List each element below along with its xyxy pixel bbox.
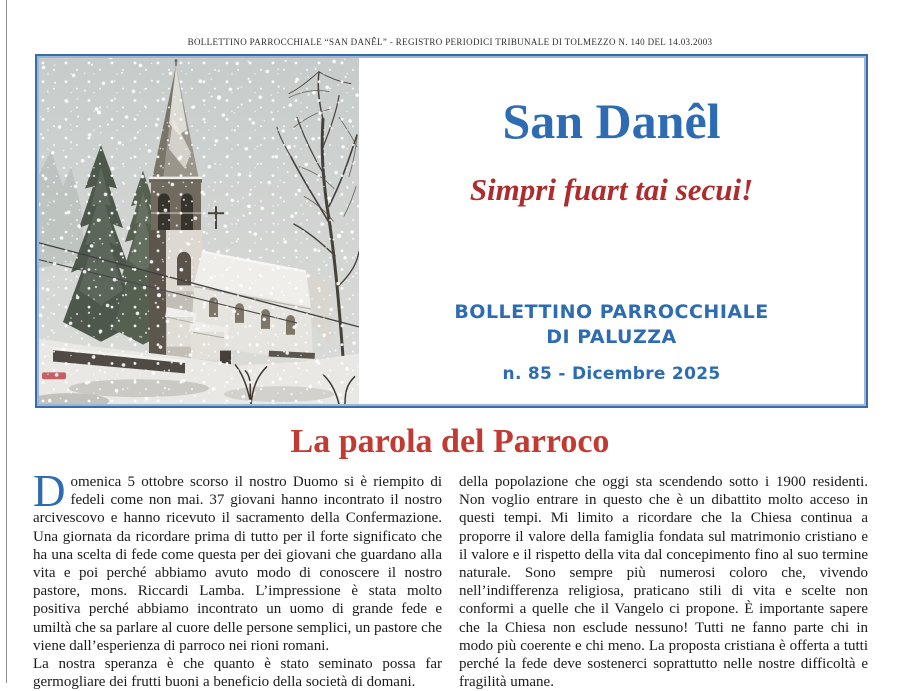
bulletin-subtitle-line2: DI PALUZZA xyxy=(546,326,677,349)
bulletin-motto: Simpri fuart tai secui! xyxy=(469,172,754,207)
falling-snow xyxy=(39,58,359,404)
left-paragraph-2: La nostra speranza è che quanto è stato seminato possa far germogliare dei frutti buoni a beneficio della società di domani. xyxy=(33,656,442,691)
right-paragraph-1: della popolazione che oggi sta scendendo sotto i 1900 residenti. Non voglio entrare in questo che è un dibattito molto acceso in questi tempi. Mi limito a ricordare che la Chiesa continua a proporre il valore della famiglia fondata sul matrimonio cristiano e il valore e il rispetto della vita dal concepimento fino al suo termine naturale. Sono sempre più numerosi coloro che, vivendo nell’indifferenza religiosa, praticano stili di vita e scelte non conformi a quelle che il Vangelo ci propone. È importante sapere che la Chiesa non esclude nessuno! Tutti ne fanno parte chi in modo più coerente e chi meno. La proposta cristiana è offerta a tutti perché la fede deve sostenerci soprattutto nelle nostre difficoltà e fragilità umane. xyxy=(459,474,868,691)
left-paragraph-1-text: omenica 5 ottobre scorso il nostro Duomo si è riempito di fedeli come non mai. 37 giovani hanno incontrato il nostro arcivescovo e hanno ricevuto il sacramento della Confermazione. Una giornata da ricordare prima di tutto per il forte significato che ha una scelta di fede come questa per dei giovani che guardano alla vita e poi perché abbiamo avuto modo di conoscere il nostro pastore, mons. Riccardi Lamba. L’impressione è stata molto positiva perché abbiamo incontrato un uomo di grande fede e umiltà che sa parlare al cuore delle persone semplici, un pastore che viene dall’esperienza di parroco nei rioni romani. xyxy=(33,474,442,654)
left-paragraph-1 xyxy=(33,466,442,655)
church-snow-photo xyxy=(39,58,359,404)
masthead-inner xyxy=(39,58,864,404)
left-column xyxy=(33,466,442,691)
registry-line: BOLLETTINO PARROCCHIALE “SAN DANÊL” - REGISTRO PERIODICI TRIBUNALE DI TOLMEZZO N. 140 DEL 14.03.2003 xyxy=(187,37,713,47)
article-heading: La parola del Parroco xyxy=(290,423,610,460)
issue-number: n. 85 - Dicembre 2025 xyxy=(502,364,721,385)
dropcap: D xyxy=(33,466,66,516)
article-columns xyxy=(33,466,868,691)
church-snow-illustration xyxy=(39,58,359,404)
masthead-box xyxy=(35,54,868,408)
scan-edge-line xyxy=(6,0,7,683)
masthead-text-panel xyxy=(359,58,864,404)
bulletin-title: San Danêl xyxy=(502,93,721,149)
right-column xyxy=(459,473,868,691)
bulletin-subtitle-line1: BOLLETTINO PARROCCHIALE xyxy=(454,301,769,323)
